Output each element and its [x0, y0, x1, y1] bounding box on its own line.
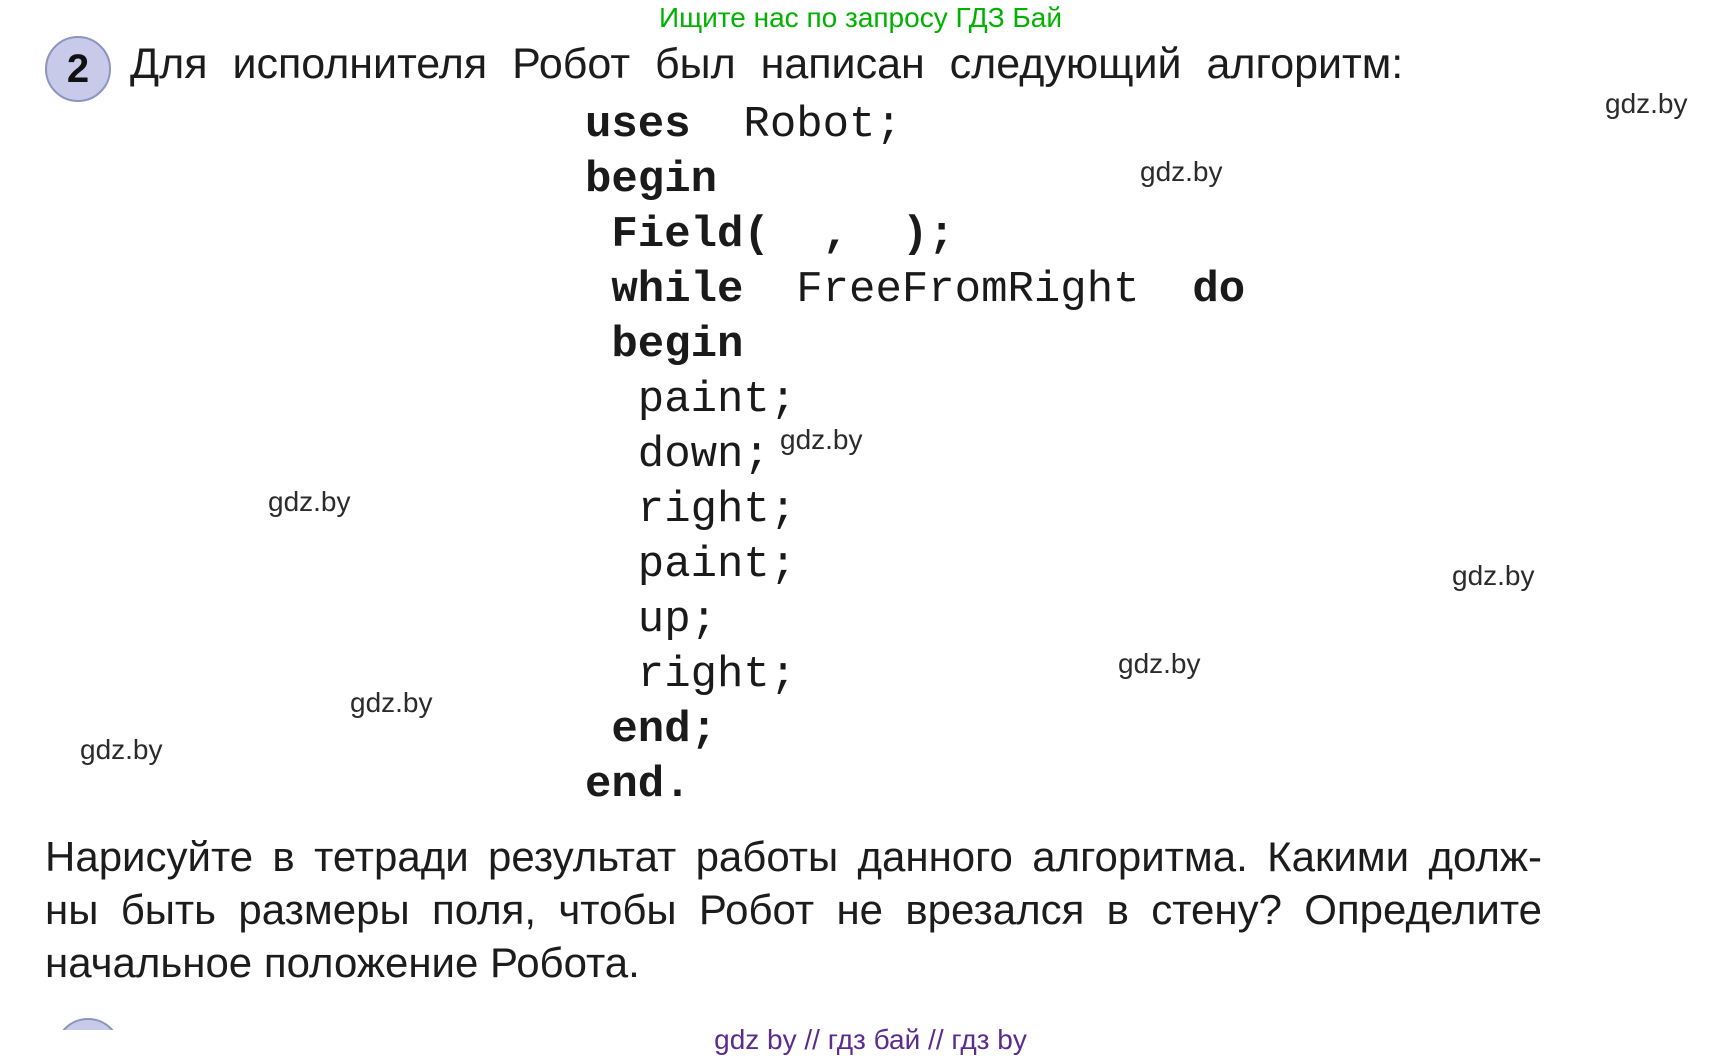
watermark-gdzby: gdz.by — [80, 734, 163, 765]
code-line: end. — [585, 760, 691, 810]
next-question-badge-partial — [62, 1018, 114, 1030]
code-line: paint; — [585, 375, 797, 425]
question-line-1: Нарисуйте в тетради результат работы данного алгоритма. Какими долж- — [45, 833, 1542, 880]
question-line-3: начальное положение Робота. — [45, 939, 640, 986]
watermark-gdzby: gdz.by — [350, 687, 433, 718]
code-line: down; — [585, 430, 770, 480]
footer-site-links: gdz by // гдз бай // гдз by — [714, 1024, 1027, 1055]
code-line: while FreeFromRight do — [611, 265, 1246, 315]
next-question-badge-circle — [62, 1018, 114, 1030]
watermark-gdzby: gdz.by — [1140, 156, 1223, 187]
code-line: Field( , ); — [611, 210, 955, 260]
code-line: begin — [611, 320, 744, 370]
watermark-gdzby: gdz.by — [1605, 88, 1688, 119]
watermark-gdzby: gdz.by — [1452, 560, 1535, 591]
code-line: paint; — [585, 540, 797, 590]
question-paragraph — [45, 830, 1542, 989]
task-heading: Для исполнителя Робот был написан следующий алгоритм: — [130, 40, 1404, 88]
question-line-2: ны быть размеры поля, чтобы Робот не врезался в стену? Определите — [45, 886, 1542, 933]
code-line: uses Robot; — [585, 100, 902, 150]
code-listing — [585, 98, 1245, 813]
question-number-badge — [45, 36, 111, 102]
watermark-gdzby: gdz.by — [1118, 648, 1201, 679]
watermark-gdzby: gdz.by — [268, 486, 351, 517]
code-line: right; — [585, 650, 797, 700]
code-line: up; — [585, 595, 718, 645]
code-line: right; — [585, 485, 797, 535]
promo-banner-text: Ищите нас по запросу ГДЗ Бай — [658, 2, 1063, 33]
watermark-gdzby: gdz.by — [780, 424, 863, 455]
code-line: end; — [611, 705, 718, 755]
code-line: begin — [585, 155, 718, 205]
question-number: 2 — [66, 46, 90, 91]
